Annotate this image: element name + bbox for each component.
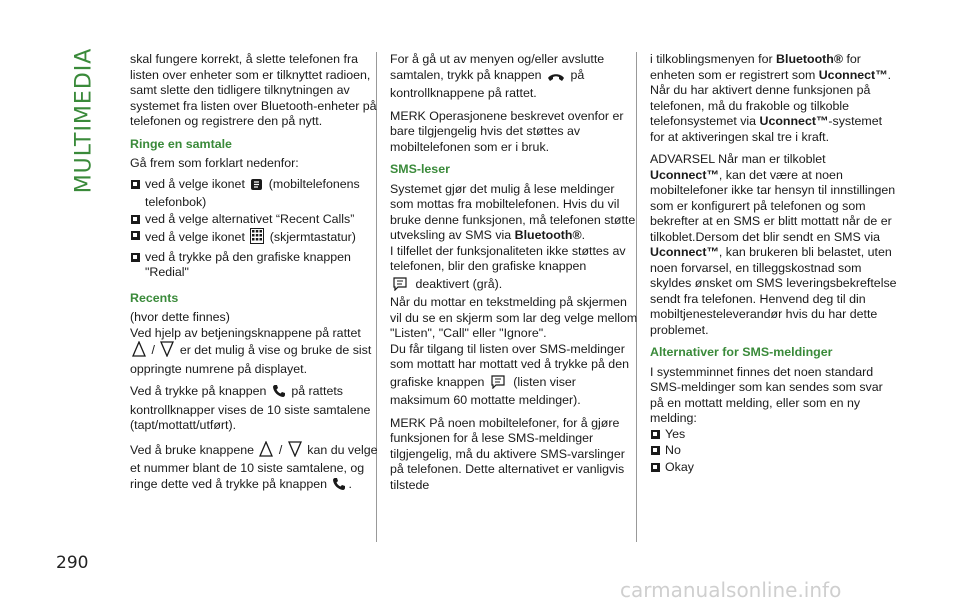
arrow-up-icon: [132, 341, 146, 362]
arrow-up-icon: [259, 441, 273, 462]
sms-message-icon: [490, 373, 508, 394]
column-3: [650, 52, 898, 476]
recents-note: (hvor dette finnes): [130, 310, 230, 324]
sms-paragraph-4: Du får tilgang til listen over SMS-meldinger som mottatt har mottatt ved å trykke på den grafiske knappen (listen viser maksimum 60 mottatte meldinger).: [390, 341, 629, 407]
sms-options-paragraph: I systemminnet finnes det noen standard SMS-meldinger som kan sendes som svar på en mottatt melding, eller som en ny melding:: [650, 364, 883, 425]
column-1: [130, 52, 378, 502]
hangup-paragraph: For å gå ut av menyen og/eller avslutte samtalen, trykk på knappen på kontrollknappene på rattet.: [390, 52, 605, 100]
recents-paragraph-1: Ved hjelp av betjeningsknappene på rattet / er det mulig å vise og bruke de sist oppringte numrene på displayet.: [130, 325, 372, 376]
bullet-icon: [131, 253, 140, 262]
phone-call-icon: [332, 477, 346, 496]
list-item: ved å velge ikonet (mobiltelefonens telefonbok): [130, 177, 378, 211]
sms-paragraph-2: I tilfellet der funksjonaliteten ikke støttes av telefonen, blir den grafiske knappen deaktivert (grå).: [390, 244, 638, 296]
sms-paragraph-5: MERK På noen mobiltelefoner, for å gjøre funksjonen for å lese SMS-meldinger tilgjengelig, må du aktivere SMS-varslinger på telefonen. Dette alternativet er vanligvis tilstede: [390, 415, 625, 492]
bullet-icon: [131, 180, 140, 189]
activation-paragraph: i tilkoblingsmenyen for Bluetooth® for enheten som er registrert som Uconnect™. Når du har aktivert denne funksjonen på telefonen, må du frakoble og tilkoble telefonsystemet via Uconnect™-systemet for at aktiveringen skal tre i kraft.: [650, 52, 892, 144]
ring-heading: Ringe en samtale: [130, 136, 232, 151]
note-paragraph: MERK Operasjonene beskrevet ovenfor er bare tilgjengelig hvis det støttes av mobiltelefonen som er i bruk.: [390, 108, 624, 154]
sms-message-icon: [392, 275, 410, 296]
recents-paragraph-2: Ved å trykke på knappen på rattets kontrollknapper vises de 10 siste samtalene (tapt/mottatt/utført).: [130, 384, 371, 432]
keypad-icon: [250, 228, 264, 249]
bullet-icon: [651, 430, 660, 439]
sms-paragraph-1: Systemet gjør det mulig å lese meldinger som mottas fra mobiltelefonen. Hvis du vil bruke denne funksjonen, må telefonen støtte utveksling av SMS via Bluetooth®.: [390, 181, 636, 242]
section-title: [66, 47, 102, 193]
bullet-icon: [131, 231, 140, 240]
section-title-text: MULTIMEDIA: [71, 47, 97, 193]
arrow-down-icon: [288, 441, 302, 462]
list-item: Okay: [650, 460, 898, 476]
page-number: 290: [56, 553, 89, 573]
sms-paragraph-3: Når du mottar en tekstmelding på skjermen vil du se en skjerm som lar deg velge mellom "Listen", "Call" eller "Ignore".: [390, 295, 638, 340]
recents-heading: Recents: [130, 290, 179, 305]
watermark: carmanualsonline.info: [620, 578, 842, 602]
sms-heading: SMS-leser: [390, 162, 450, 176]
list-item: ved å trykke på den grafiske knappen "Redial": [130, 250, 378, 281]
warning-paragraph: ADVARSEL Når man er tilkoblet Uconnect™, kan det være at noen mobiltelefoner ikke tar hensyn til innstillingen som er konfigurert på telefonen og som bekrefter at en SMS er blitt mottatt når de er tilkoblet.Dersom det blir sendt en SMS via Uconnect™, kan brukeren bli belastet, uten noen forvarsel, en tilleggskostnad som skyldes ønsket om SMS leveringsbekreftelse sendt fra telefonen. Henvend deg til din mobiltjenesteleverandør hvis du har dette problemet.: [650, 152, 897, 337]
list-item: ved å velge ikonet (skjermtastatur): [130, 228, 378, 249]
phonebook-icon: [250, 178, 263, 196]
phone-call-icon: [272, 384, 286, 403]
column-2: [390, 52, 638, 500]
arrow-down-icon: [160, 341, 174, 362]
bullet-icon: [651, 463, 660, 472]
list-item: No: [650, 443, 898, 459]
recents-paragraph-3: Ved å bruke knappene / kan du velge et nummer blant de 10 siste samtalene, og ringe dette ved å trykke på knappen .: [130, 441, 378, 496]
list-item: Yes: [650, 427, 898, 443]
sms-options-heading: Alternativer for SMS-meldinger: [650, 345, 833, 359]
intro-paragraph: skal fungere korrekt, å slette telefonen fra listen over enheter som er tilknyttet radioen, samt slette den tidligere tilknytningen av systemet fra listen over Bluetooth-enheter på telefonen og registrere den på nytt.: [130, 52, 377, 128]
hang-up-icon: [547, 71, 565, 87]
bullet-icon: [131, 215, 140, 224]
ring-intro: Gå frem som forklart nedenfor:: [130, 156, 299, 170]
bullet-icon: [651, 446, 660, 455]
list-item: ved å velge alternativet “Recent Calls”: [130, 212, 378, 228]
